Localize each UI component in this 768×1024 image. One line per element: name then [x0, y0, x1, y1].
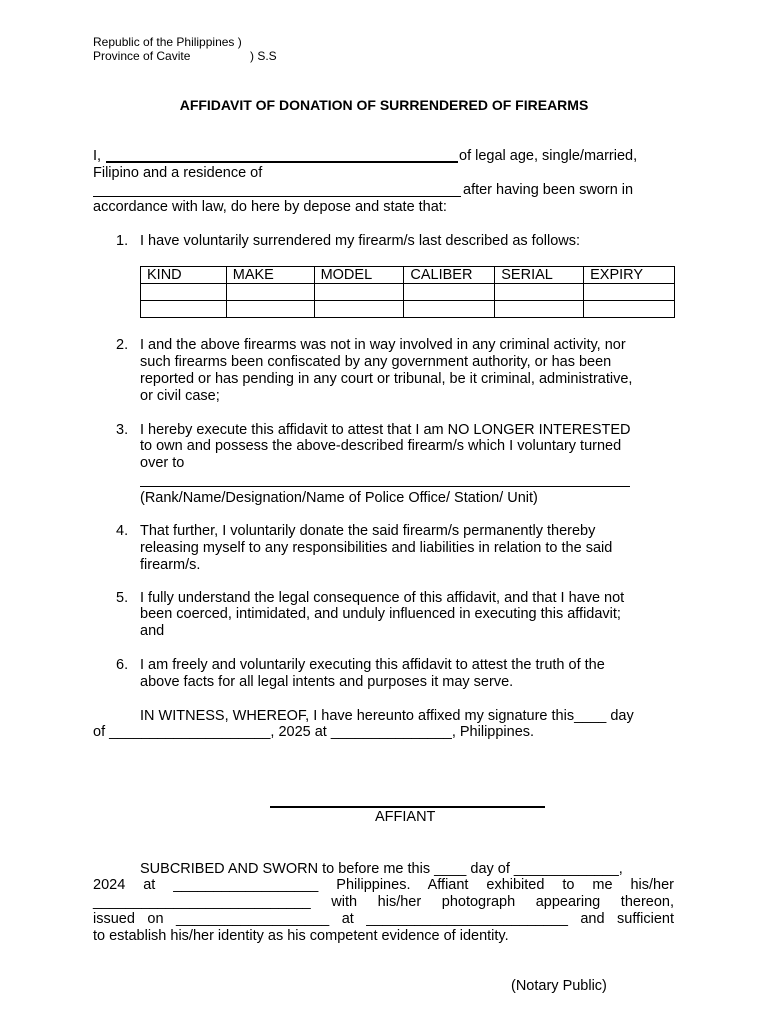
- table-cell: [584, 284, 675, 301]
- header-province: Province of Cavite: [93, 49, 191, 63]
- residence-blank-line: [93, 196, 461, 197]
- item-3-line-2: to own and possess the above-described firearm/s which I voluntary turned: [140, 438, 622, 454]
- item-2-line-3: reported or has pending in any court or tribunal, be it criminal, administrative,: [140, 371, 633, 387]
- witness-line-1: IN WITNESS, WHEREOF, I have hereunto affixed my signature this____ day: [140, 708, 634, 724]
- intro-depose: accordance with law, do here by depose and state that:: [93, 199, 447, 215]
- item-3-line-3: over to: [140, 455, 185, 471]
- table-cell: [495, 284, 584, 301]
- column-header-expiry: EXPIRY: [584, 267, 675, 284]
- item-3-line-1: I hereby execute this affidavit to attest that I am NO LONGER INTERESTED: [140, 422, 631, 438]
- table-cell: [314, 284, 404, 301]
- table-row: [141, 284, 675, 301]
- item-3-caption: (Rank/Name/Designation/Name of Police Office/ Station/ Unit): [140, 490, 538, 506]
- intro-i: I,: [93, 148, 102, 164]
- table-cell: [314, 301, 404, 318]
- jurat-line-3: ___________________________ with his/her photograph appearing thereon,: [93, 894, 674, 910]
- name-blank-line: [106, 161, 458, 163]
- jurat-line-1: SUBCRIBED AND SWORN to before me this ____ day of _____________,: [140, 861, 623, 877]
- item-number: 6.: [116, 657, 129, 673]
- item-number: 4.: [116, 523, 129, 539]
- item-5-line-2: been coerced, intimidated, and unduly influenced in executing this affidavit;: [140, 606, 621, 622]
- affiant-label: AFFIANT: [375, 809, 436, 825]
- header-ss: ) S.S: [250, 49, 277, 63]
- notary-public-label: (Notary Public): [511, 978, 607, 994]
- column-header-kind: KIND: [141, 267, 227, 284]
- page-title: AFFIDAVIT OF DONATION OF SURRENDERED OF FIREARMS: [179, 97, 589, 113]
- jurat-line-5: to establish his/her identity as his competent evidence of identity.: [93, 928, 509, 944]
- table-cell: [584, 301, 675, 318]
- item-number: 5.: [116, 590, 129, 606]
- item-2-line-4: or civil case;: [140, 388, 220, 404]
- intro-legal-age: of legal age, single/married,: [459, 148, 638, 164]
- column-header-model: MODEL: [314, 267, 404, 284]
- table-cell: [141, 284, 227, 301]
- affiant-signature-line: [270, 806, 545, 808]
- item-4-line-3: firearm/s.: [140, 557, 201, 573]
- intro-residence: Filipino and a residence of: [93, 165, 263, 181]
- table-row: [141, 301, 675, 318]
- header-republic: Republic of the Philippines ): [93, 35, 242, 49]
- item-number: 3.: [116, 422, 129, 438]
- item-5-line-1: I fully understand the legal consequence of this affidavit, and that I have not: [140, 590, 625, 606]
- item-2-line-1: I and the above firearms was not in way involved in any criminal activity, nor: [140, 337, 626, 353]
- table-cell: [495, 301, 584, 318]
- witness-line-2: of ____________________, 2025 at _______________, Philippines.: [93, 724, 535, 740]
- firearms-table: [140, 266, 675, 318]
- table-cell: [226, 284, 314, 301]
- item-6-line-1: I am freely and voluntarily executing this affidavit to attest the truth of the: [140, 657, 605, 673]
- table-header-row: [141, 267, 675, 284]
- item-6-line-2: above facts for all legal intents and purposes it may serve.: [140, 674, 514, 690]
- item-4-line-1: That further, I voluntarily donate the said firearm/s permanently thereby: [140, 523, 596, 539]
- item-5-line-3: and: [140, 623, 165, 639]
- column-header-serial: SERIAL: [495, 267, 584, 284]
- item-number: 2.: [116, 337, 129, 353]
- item-1-text: I have voluntarily surrendered my firearm/s last described as follows:: [140, 233, 581, 249]
- table-cell: [226, 301, 314, 318]
- table-cell: [404, 301, 495, 318]
- column-header-make: MAKE: [226, 267, 314, 284]
- table-cell: [404, 284, 495, 301]
- column-header-caliber: CALIBER: [404, 267, 495, 284]
- table-cell: [141, 301, 227, 318]
- item-number: 1.: [116, 233, 129, 249]
- intro-sworn: after having been sworn in: [463, 182, 634, 198]
- item-2-line-2: such firearms been confiscated by any government authority, or has been: [140, 354, 612, 370]
- recipient-blank-line: [140, 486, 630, 487]
- item-4-line-2: releasing myself to any responsibilities and liabilities in relation to the said: [140, 540, 613, 556]
- jurat-line-2: 2024 at __________________ Philippines. Affiant exhibited to me his/her: [93, 877, 674, 893]
- jurat-line-4: issued on ___________________ at _________________________ and sufficient: [93, 911, 674, 927]
